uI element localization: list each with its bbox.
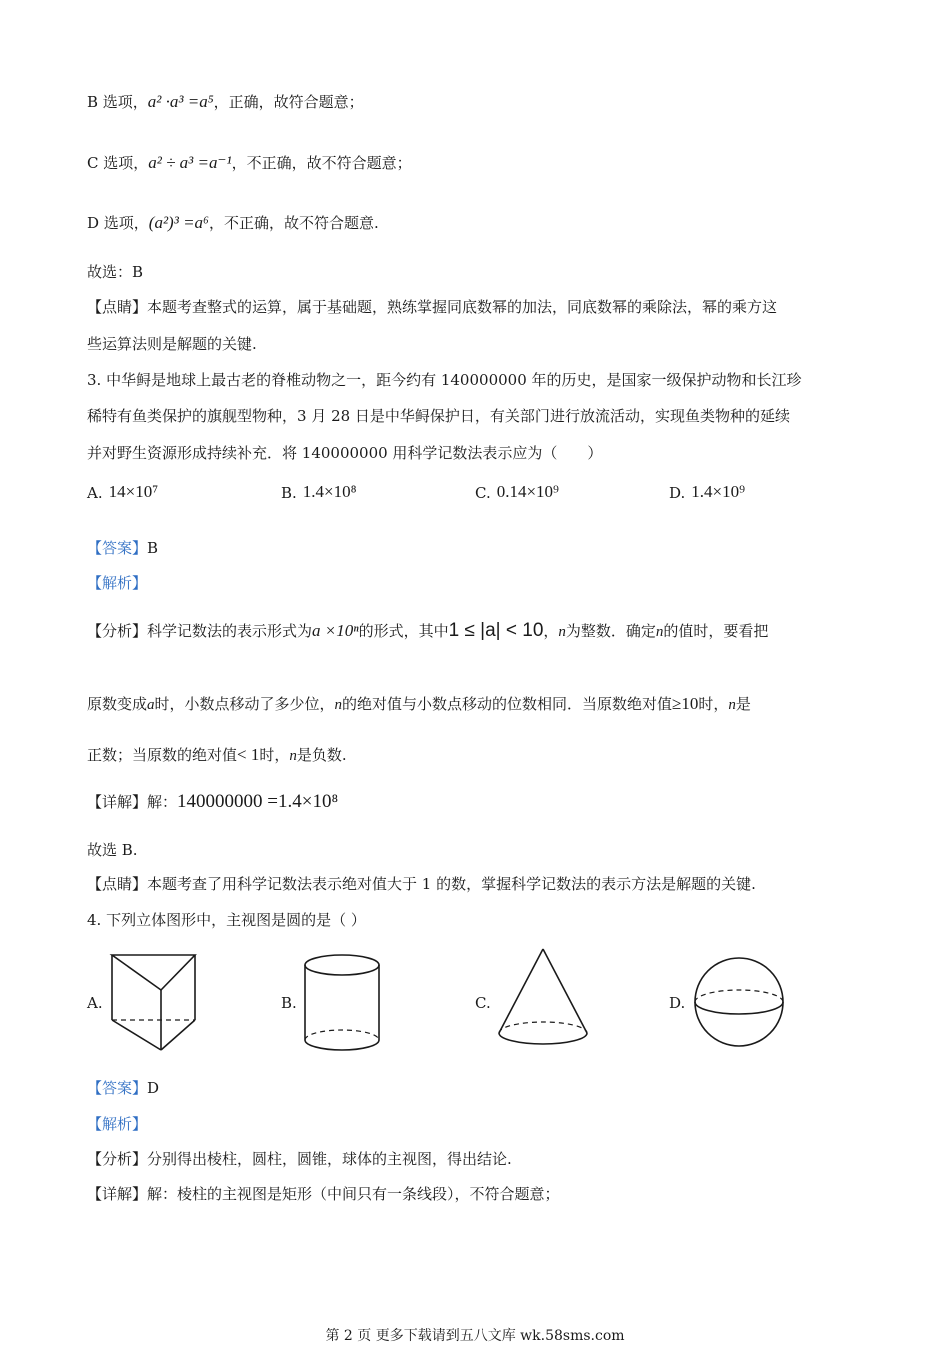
q3-xiangjie-formula: 140000000 =1.4×10⁸ [177, 791, 339, 812]
q3-answer [87, 538, 158, 558]
option-b-suffix: ，正确，故符合题意； [213, 93, 364, 111]
q3-fenxi-text: 正数；当原数的绝对值 [87, 746, 238, 764]
q3-option-b-label: B. [281, 484, 297, 502]
q3-fenxi-line-1 [87, 621, 768, 642]
q4-answer [87, 1078, 159, 1098]
option-d-expression: (a²)³ =a⁶ [148, 213, 209, 232]
q3-fenxi-text: 的形式，其中 [358, 622, 449, 640]
q3-fenxi-text: 为整数．确定 [565, 622, 656, 640]
q3-option-b [281, 482, 357, 502]
q2-comment-line-2: 些运算法则是解题的关键. [87, 335, 257, 353]
q3-fenxi-threshold: ≥10 [672, 694, 699, 713]
q4-stem: 4. 下列立体图形中，主视图是圆的是（ ） [87, 911, 366, 929]
q4-fenxi: 【分析】分别得出棱柱，圆柱，圆锥，球体的主视图，得出结论. [87, 1150, 512, 1168]
q3-fenxi-line-2 [87, 694, 751, 715]
q3-fenxi-line-3 [87, 745, 347, 766]
option-d-suffix: ，不正确，故不符合题意. [208, 214, 379, 232]
q3-fenxi-text: 时，小数点移动了多少位， [154, 695, 335, 713]
q3-fenxi-text: 【分析】科学记数法的表示形式为 [87, 622, 313, 640]
q3-fenxi-threshold: < 1 [237, 745, 260, 764]
option-c-prefix: C 选项， [87, 154, 149, 172]
q2-choice: 故选：B [87, 263, 144, 281]
q4-xiangjie: 【详解】解：棱柱的主视图是矩形（中间只有一条线段），不符合题意； [87, 1185, 560, 1203]
q3-option-b-value: 1.4×10⁸ [302, 482, 357, 501]
q3-stem-line-2: 稀特有鱼类保护的旗舰型物种，3 月 28 日是中华鲟保护日，有关部门进行放流活动，实现鱼类物种的延续 [87, 407, 790, 425]
q3-comment: 【点睛】本题考查了用科学记数法表示绝对值大于 1 的数，掌握科学记数法的表示方法是解题的关键. [87, 875, 756, 893]
q3-fenxi-text: 的绝对值与小数点移动的位数相同．当原数绝对值 [342, 695, 673, 713]
page-footer: 第 2 页 更多下载请到五八文库 wk.58sms.com [325, 1328, 625, 1344]
q3-fenxi-text: 时， [698, 695, 729, 713]
option-c-expression: a² ÷ a³ =a⁻¹ [148, 153, 232, 172]
q3-fenxi-text: 是 [735, 695, 751, 713]
q2-comment-line-1: 【点睛】本题考查整式的运算，属于基础题，熟练掌握同底数幂的加法，同底数幂的乘除法，幂的乘方这 [87, 298, 778, 316]
option-c-suffix: ，不正确，故不符合题意； [231, 154, 412, 172]
q3-fenxi-var-n: n [728, 697, 736, 713]
q3-fenxi-var-n: n [558, 624, 566, 640]
q4-answer-value: D [147, 1079, 160, 1097]
q3-fenxi-abs-range: 1 ≤ |a| < 10 [448, 620, 544, 641]
q3-answer-tag: 【答案】 [87, 539, 148, 557]
q4-option-b-label: B. [281, 994, 297, 1012]
option-b-prefix: B 选项， [87, 93, 148, 111]
q3-fenxi-text: 时， [259, 746, 290, 764]
q3-option-c-label: C. [475, 484, 491, 502]
option-c-line [87, 153, 412, 173]
option-b-expression: a² ·a³ =a⁵ [147, 92, 214, 111]
q3-fenxi-var-a: a [147, 697, 155, 713]
q3-xiangjie [87, 792, 338, 812]
cylinder-icon [302, 953, 382, 1053]
q3-stem-line-3: 并对野生资源形成持续补充．将 140000000 用科学记数法表示应为（ ） [87, 444, 603, 462]
q4-answer-tag: 【答案】 [87, 1079, 148, 1097]
sphere-icon [692, 955, 786, 1049]
q3-option-d-label: D. [669, 484, 686, 502]
q3-fenxi-var-n: n [289, 748, 297, 764]
q3-fenxi-text: ， [543, 622, 559, 640]
q3-fenxi-var-n: n [655, 624, 664, 640]
q3-option-c-value: 0.14×10⁹ [496, 482, 559, 501]
option-b-line [87, 92, 364, 112]
q3-option-c [475, 482, 559, 502]
q3-option-d [669, 482, 745, 502]
q3-fenxi-text: 原数变成 [87, 695, 148, 713]
q3-fenxi-var-n: n [334, 697, 343, 713]
q3-choice: 故选 B. [87, 841, 138, 859]
q3-analysis-tag: 【解析】 [87, 574, 148, 592]
q3-fenxi-formula: a ×10ⁿ [312, 621, 359, 640]
q3-stem-line-1: 3. 中华鲟是地球上最古老的脊椎动物之一，距今约有 140000000 年的历史，是国家一级保护动物和长江珍 [87, 371, 802, 389]
q3-fenxi-text: 是负数. [296, 746, 347, 764]
q4-option-a-label: A. [87, 994, 103, 1012]
q3-option-d-value: 1.4×10⁹ [691, 482, 746, 501]
q3-fenxi-text: 的值时，要看把 [663, 622, 769, 640]
q4-option-d-label: D. [669, 994, 686, 1012]
triangular-prism-icon [108, 950, 200, 1054]
q3-option-a [87, 482, 158, 502]
option-d-line [87, 213, 379, 233]
option-d-prefix: D 选项， [87, 214, 149, 232]
q4-analysis-tag: 【解析】 [87, 1115, 148, 1133]
cone-icon [495, 945, 591, 1051]
q3-option-a-label: A. [87, 484, 103, 502]
q3-answer-value: B [147, 539, 159, 557]
q3-xiangjie-tag: 【详解】解： [87, 793, 178, 811]
q3-option-a-value: 14×10⁷ [108, 482, 159, 501]
q4-option-c-label: C. [475, 994, 491, 1012]
